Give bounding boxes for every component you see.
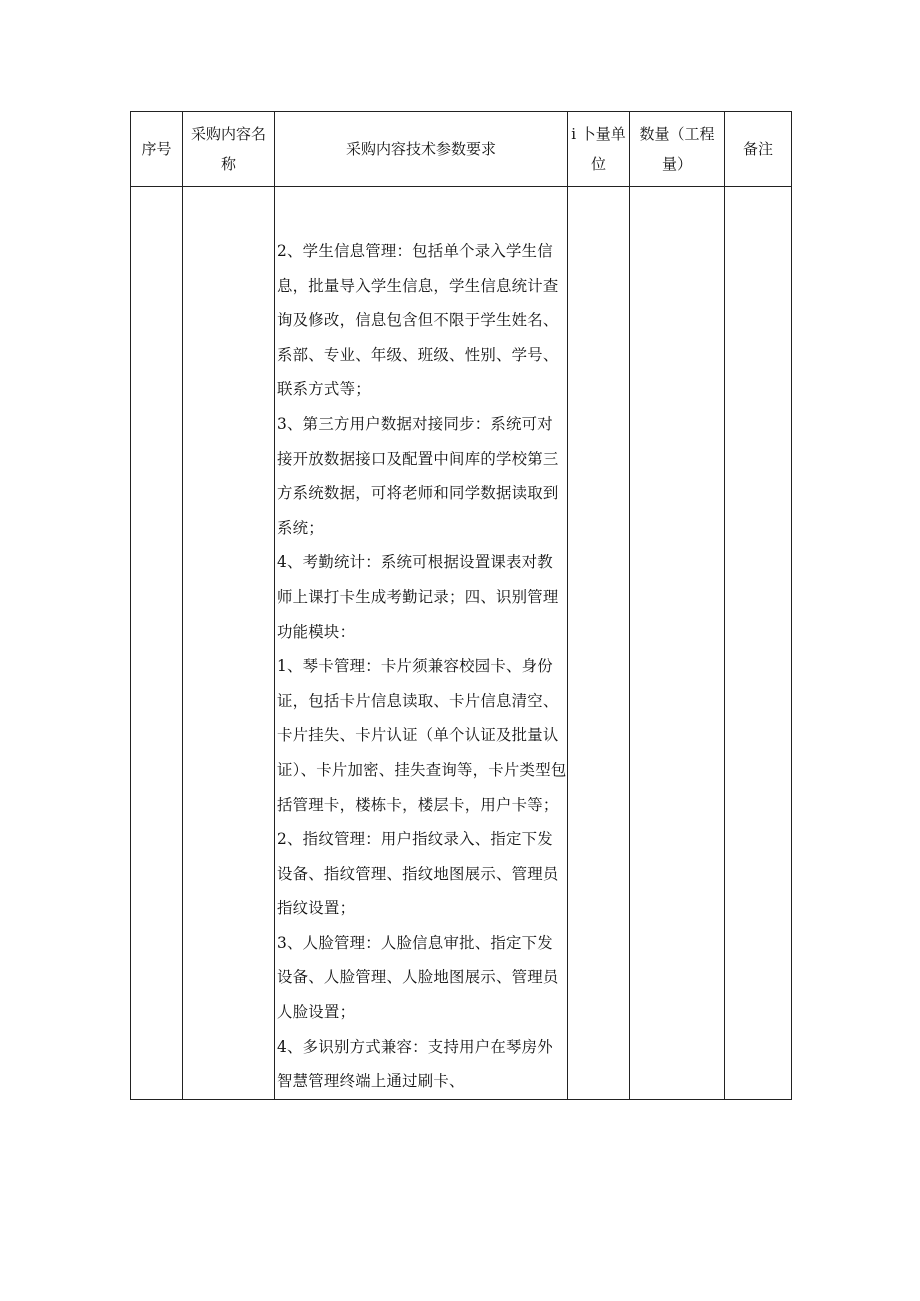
requirement-paragraph: 1、琴卡管理：卡片须兼容校园卡、身份证，包括卡片信息读取、卡片信息清空、卡片挂失、卡片认证（单个认证及批量认证）、卡片加密、挂失查询等，卡片类型包括管理卡，楼栋卡，楼层卡，用户卡等；2、指纹管理：用户指纹录入、指定下发设备、指纹管理、指纹地图展示、管理员指纹设置；: [277, 657, 567, 918]
cell-unit: [568, 187, 630, 1100]
header-tech-requirements: 采购内容技术参数要求: [275, 112, 568, 187]
table-row: [131, 187, 792, 1100]
header-unit: i 卜量单位: [568, 112, 630, 187]
table-header-row: [131, 112, 792, 187]
procurement-spec-table: [130, 111, 792, 1100]
cell-tech-requirements: [275, 187, 568, 1100]
requirements-text: [275, 187, 567, 1099]
requirement-paragraph: 2、学生信息管理：包括单个录入学生信息，批量导入学生信息，学生信息统计查询及修改，信息包含但不限于学生姓名、系部、专业、年级、班级、性别、学号、联系方式等；: [277, 242, 559, 399]
cell-seq: [131, 187, 183, 1100]
cell-remarks: [725, 187, 792, 1100]
requirement-paragraph: 4、多识别方式兼容：支持用户在琴房外智慧管理终端上通过刷卡、: [277, 1037, 553, 1091]
header-quantity: 数量（工程量）: [630, 112, 725, 187]
header-remarks: 备注: [725, 112, 792, 187]
requirement-paragraph: 3、人脸管理：人脸信息审批、指定下发设备、人脸管理、人脸地图展示、管理员人脸设置；: [277, 933, 559, 1022]
requirement-paragraph: 4、考勤统计：系统可根据设置课表对教师上课打卡生成考勤记录；四、识别管理功能模块：: [277, 553, 559, 641]
requirement-paragraph: 3、第三方用户数据对接同步：系统可对接开放数据接口及配置中间库的学校第三方系统数据，可将老师和同学数据读取到系统；: [277, 414, 559, 537]
header-seq: 序号: [131, 112, 183, 187]
cell-quantity: [630, 187, 725, 1100]
cell-item-name: [183, 187, 275, 1100]
header-item-name: 采购内容名称: [183, 112, 275, 187]
